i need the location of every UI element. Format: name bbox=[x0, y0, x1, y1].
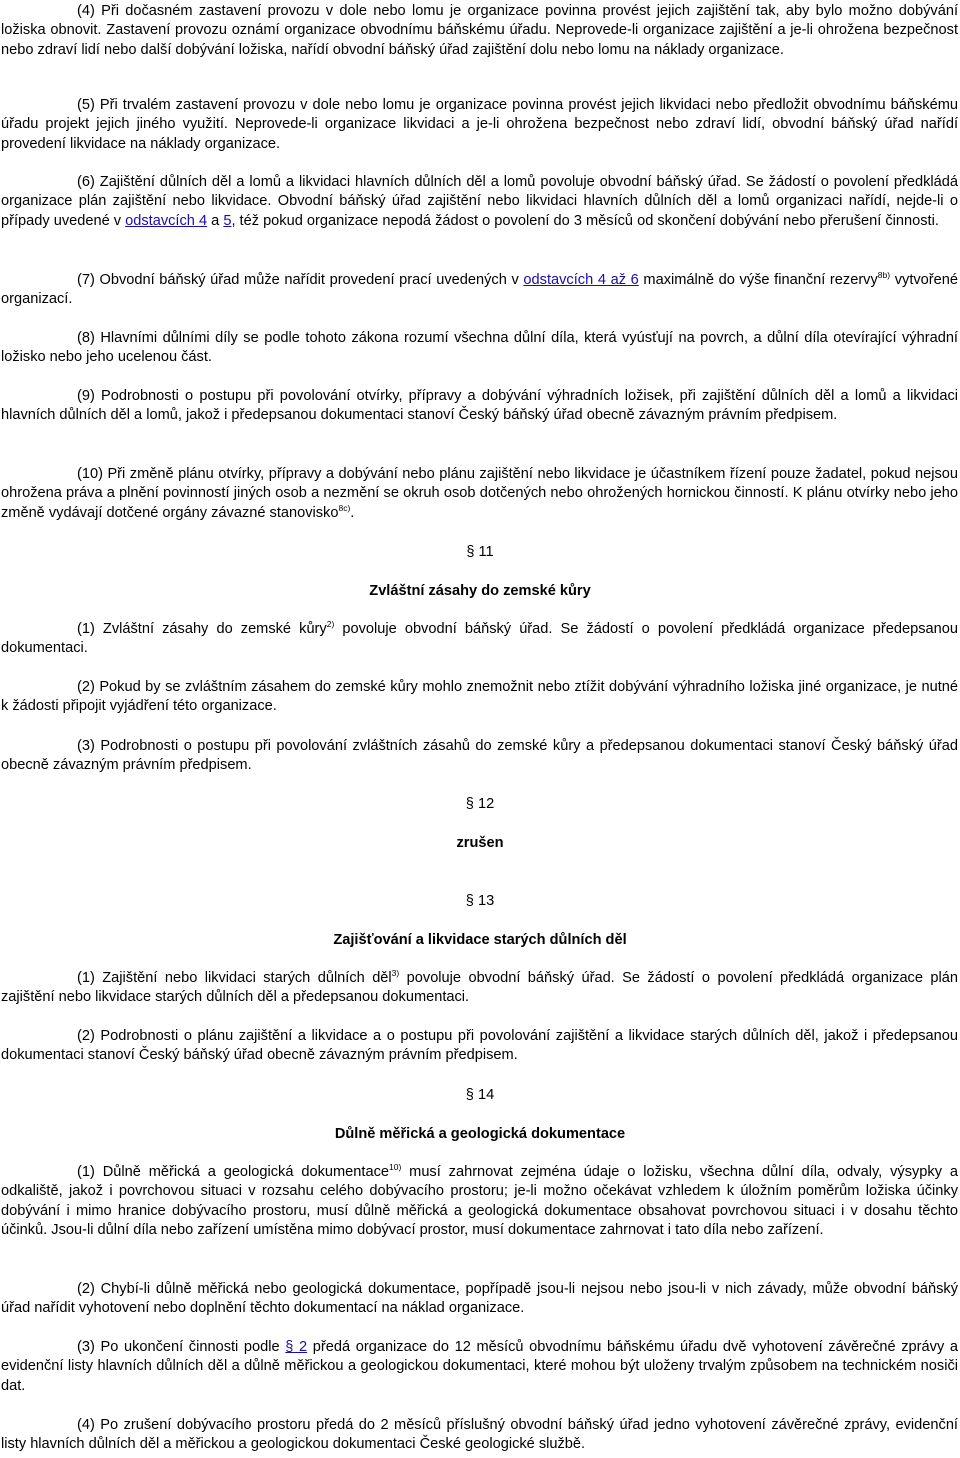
section-14-number: § 14 bbox=[465, 1087, 495, 1103]
paragraph-text: (5) Při trvalém zastavení provozu v dole nebo lomu je organizace povinna provést jejich likvidaci nebo předložit obvodnímu báňskému úřadu projekt jejich jiného využití. Neprovede-li organizace likvidaci a je-li ohrožena bezpečnost nebo zdraví lidí, obvodní báňský úřad nařídí provedení likvidace na náklady organizace. bbox=[1, 97, 958, 152]
paragraph-text: (3) Podrobnosti o postupu při povolování zvláštních zásahů do zemské kůry a předepsanou dokumentaci stanoví Český báňský úřad obecně závazným právním předpisem. bbox=[1, 738, 958, 774]
paragraph-text: (9) Podrobnosti o postupu při povolování otvírky, přípravy a dobývání výhradních ložisek, při zajištění důlních děl a lomů a likvidaci hlavních důlních děl a lomů, jakož i předepsanou dokumentaci stanoví Český báňský úřad obecně závazným právním předpisem. bbox=[1, 388, 958, 424]
paragraph-text: povoluje obvodní báňský úřad. Se žádostí o povolení předkládá organizace předepsanou dokumentaci. bbox=[1, 621, 958, 657]
paragraph-text: musí zahrnovat zejména údaje o ložisku, všechna důlní díla, odvaly, výsypky a odkaliště, jakož i povrchovou situaci v rozsahu celého dobývacího prostoru; je-li možno očekávat vzhledem k úložním poměrům ložiska účinky dobývání i mimo hranice dobývacího prostoru, musí důlně měřická a geologická dokumentace obsahovat povrchovou situaci i v dosahu těchto účinků. Jsou-li důlní díla nebo zařízení umístěna mimo dobývací prostor, musí dokumentace zahrnovat i tato díla nebo zařízení. bbox=[1, 1164, 958, 1239]
paragraph-6 bbox=[1, 173, 958, 231]
paragraph-text: maximálně do výše finanční rezervy bbox=[638, 272, 878, 288]
section-11-title: Zvláštní zásahy do zemské kůry bbox=[369, 583, 591, 599]
section-13-paragraph-2 bbox=[1, 1027, 958, 1066]
paragraph-text: (2) Podrobnosti o plánu zajištění a likvidace a o postupu při povolování zajištění a likvidace starých důlních děl, jakož i předepsanou dokumentaci stanoví Český báňský úřad obecně závazným právním předpisem. bbox=[1, 1028, 958, 1064]
paragraph-text: (2) Chybí-li důlně měřická nebo geologická dokumentace, popřípadě jsou-li nejsou nebo jsou-li v nich závady, může obvodní báňský úřad nařídit vyhotovení nebo doplnění těchto dokumentací na náklad organizace. bbox=[1, 1281, 958, 1317]
paragraph-text: (1) Zajištění nebo likvidaci starých důlních děl bbox=[77, 970, 392, 986]
section-11-number: § 11 bbox=[466, 544, 494, 560]
link-paragraf-2[interactable]: § 2 bbox=[285, 1339, 308, 1355]
section-13-paragraph-1 bbox=[1, 969, 958, 1008]
footnote-ref: 3) bbox=[391, 968, 400, 978]
section-14-paragraph-3 bbox=[1, 1338, 958, 1396]
footnote-ref: 10) bbox=[388, 1162, 402, 1172]
paragraph-8 bbox=[1, 329, 958, 368]
footnote-ref: 2) bbox=[326, 619, 335, 629]
paragraph-text: a bbox=[207, 212, 224, 229]
paragraph-text: (10) Při změně plánu otvírky, přípravy a dobývání nebo plánu zajištění nebo likvidace je účastníkem řízení pouze žadatel, pokud nejsou ohrožena práva a plnění povinností jiných osob a nezmění se okruh osob dotčených nebo ohrožených hornickou činností. K plánu otvírky nebo jeho změně vydávají dotčené orgány závazné stanovisko bbox=[1, 466, 958, 521]
paragraph-text: povoluje obvodní báňský úřad. Se žádostí o povolení předkládá organizace plán zajištění nebo likvidace starých důlních děl a předepsanou dokumentaci. bbox=[1, 970, 958, 1006]
section-11-paragraph-3 bbox=[1, 737, 958, 776]
paragraph-10 bbox=[1, 465, 958, 523]
section-13-title: Zajišťování a likvidace starých důlních děl bbox=[333, 932, 627, 948]
paragraph-4-top bbox=[1, 2, 958, 60]
section-11-paragraph-1 bbox=[1, 620, 958, 659]
paragraph-text: . bbox=[350, 504, 355, 521]
section-14-paragraph-1 bbox=[1, 1163, 958, 1241]
paragraph-text: (4) Při dočasném zastavení provozu v dole nebo lomu je organizace povinna provést jejich zajištění tak, aby bylo možno dobývání ložiska obnovit. Zastavení provozu oznámí organizace obvodnímu báňskému úřadu. Neprovede-li organizace zajištění a je-li ohrožena bezpečnost nebo zdraví lidí nebo další dobývání ložiska, nařídí obvodní báňský úřad zajištění dolu nebo lomu na náklady organizace. bbox=[1, 3, 958, 58]
section-14-paragraph-2 bbox=[1, 1280, 958, 1319]
paragraph-7 bbox=[1, 271, 958, 310]
paragraph-text: (1) Zvláštní zásahy do zemské kůry bbox=[77, 621, 327, 637]
paragraph-5 bbox=[1, 96, 958, 154]
link-odstavec-5[interactable]: 5 bbox=[223, 212, 232, 229]
link-odstavcich-4-az-6[interactable]: odstavcích 4 až 6 bbox=[523, 272, 639, 288]
section-14-title: Důlně měřická a geologická dokumentace bbox=[334, 1126, 626, 1142]
paragraph-9 bbox=[1, 387, 958, 426]
paragraph-text: (7) Obvodní báňský úřad může nařídit provedení prací uvedených v bbox=[77, 272, 524, 288]
section-14-paragraph-4 bbox=[1, 1416, 958, 1455]
footnote-ref: 8b) bbox=[877, 270, 891, 280]
paragraph-text: (4) Po zrušení dobývacího prostoru předá do 2 měsíců příslušný obvodní báňský úřad jedno vyhotovení závěrečné zprávy, evidenční listy hlavních důlních děl a měřickou a geologickou dokumentaci České geologické službě. bbox=[1, 1417, 958, 1453]
section-12-number: § 12 bbox=[465, 796, 495, 812]
paragraph-text: , též pokud organizace nepodá žádost o povolení do 3 měsíců od skončení dobývání nebo přerušení činnosti. bbox=[231, 212, 939, 229]
paragraph-text: (3) Po ukončení činnosti podle bbox=[77, 1339, 286, 1355]
paragraph-text: (1) Důlně měřická a geologická dokumentace bbox=[77, 1164, 389, 1180]
paragraph-text: (2) Pokud by se zvláštním zásahem do zemské kůry mohlo znemožnit nebo ztížit dobývání výhradního ložiska jiné organizace, je nutné k žádosti připojit vyjádření této organizace. bbox=[1, 679, 958, 715]
section-11-paragraph-2 bbox=[1, 678, 958, 717]
paragraph-text: vytvořené organizací. bbox=[1, 272, 958, 308]
link-odstavcich-4[interactable]: odstavcích 4 bbox=[125, 212, 208, 229]
paragraph-text: (6) Zajištění důlních děl a lomů a likvidaci hlavních důlních děl a lomů povoluje obvodní báňský úřad. Se žádostí o povolení předkládá organizace plán zajištění nebo likvidace. Obvodní báňský úřad zajištění nebo likvidaci hlavních důlních děl a lomů organizaci nařídí, nejde-li o případy uvedené v bbox=[1, 174, 958, 229]
paragraph-text: (8) Hlavními důlními díly se podle tohoto zákona rozumí všechna důlní díla, která vyúsťují na povrch, a důlní díla otevírající výhradní ložisko nebo jeho ucelenou část. bbox=[1, 330, 958, 366]
paragraph-text: předá organizace do 12 měsíců obvodnímu báňskému úřadu dvě vyhotovení závěrečné zprávy a evidenční listy hlavních důlních děl a důlně měřickou a geologickou dokumentaci, které mohou být uloženy trvalým způsobem na technickém nosiči dat. bbox=[1, 1339, 958, 1394]
section-13-number: § 13 bbox=[465, 893, 495, 909]
footnote-ref: 8c) bbox=[338, 502, 351, 513]
section-12-title: zrušen bbox=[456, 835, 504, 851]
